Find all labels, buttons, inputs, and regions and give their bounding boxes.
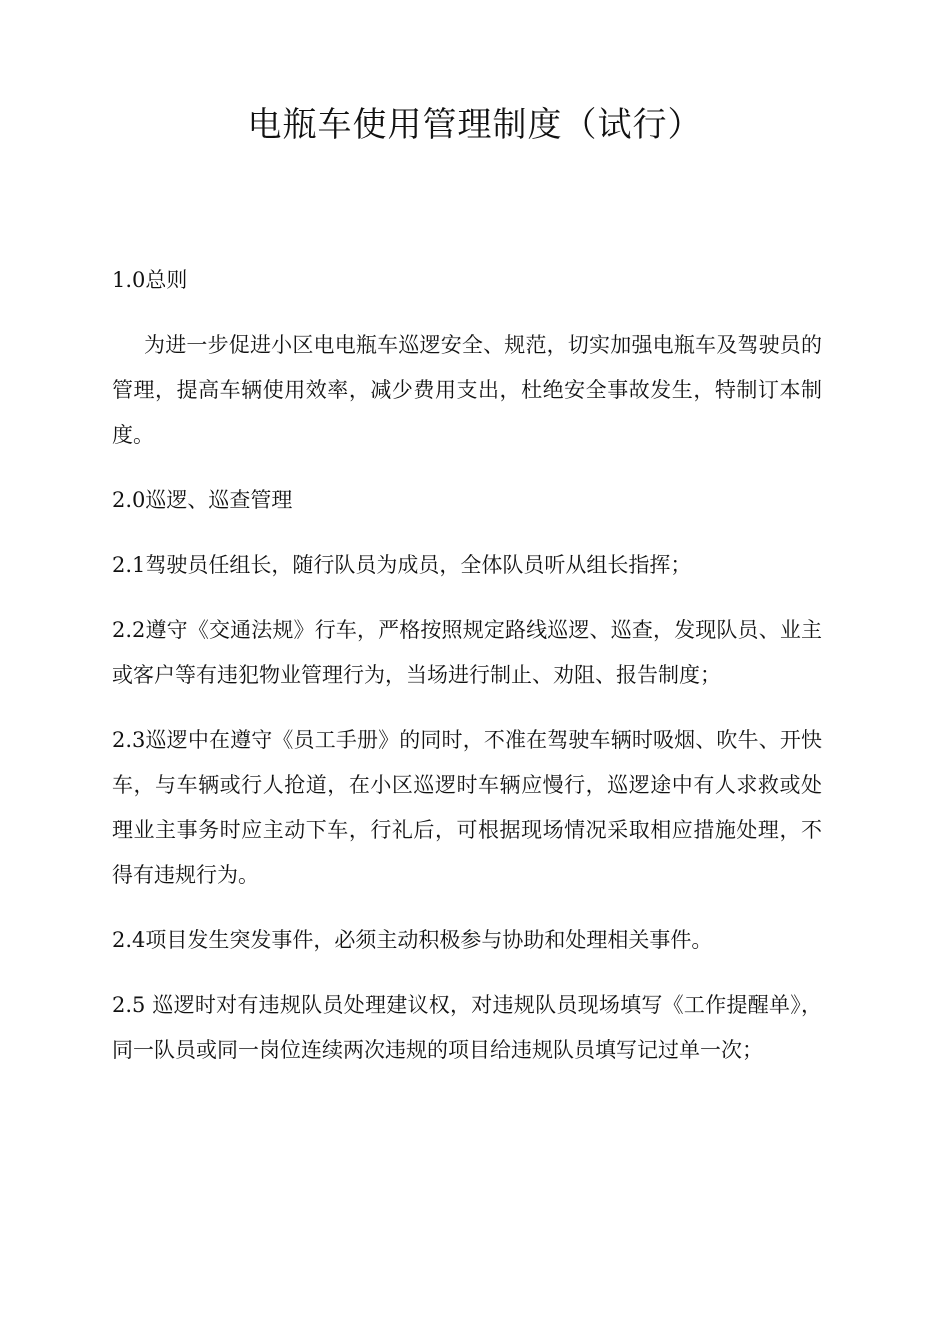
section-heading-patrol: 2.0巡逻、巡查管理 [112, 488, 293, 512]
document-body [112, 258, 822, 1093]
paragraph-purpose: 为进一步促进小区电电瓶车巡逻安全、规范，切实加强电瓶车及驾驶员的管理，提高车辆使用效率，减少费用支出，杜绝安全事故发生，特制订本制度。 [112, 333, 822, 447]
section-heading-general: 1.0总则 [112, 268, 188, 292]
clause-2-4: 2.4项目发生突发事件，必须主动积极参与协助和处理相关事件。 [112, 928, 713, 952]
clause-2-2: 2.2遵守《交通法规》行车，严格按照规定路线巡逻、巡查，发现队员、业主或客户等有违犯物业管理行为，当场进行制止、劝阻、报告制度； [112, 618, 822, 687]
clause-2-3: 2.3巡逻中在遵守《员工手册》的同时，不准在驾驶车辆时吸烟、吹牛、开快车，与车辆或行人抢道，在小区巡逻时车辆应慢行，巡逻途中有人求救或处理业主事务时应主动下车，行礼后，可根据现场情况采取相应措施处理，不得有违规行为。 [112, 728, 822, 887]
clause-2-5: 2.5 巡逻时对有违规队员处理建议权，对违规队员现场填写《工作提醒单》，同一队员或同一岗位连续两次违规的项目给违规队员填写记过单一次； [112, 993, 822, 1062]
clause-2-1: 2.1驾驶员任组长，随行队员为成员，全体队员听从组长指挥； [112, 553, 692, 577]
document-title: 电瓶车使用管理制度（试行） [247, 105, 703, 145]
